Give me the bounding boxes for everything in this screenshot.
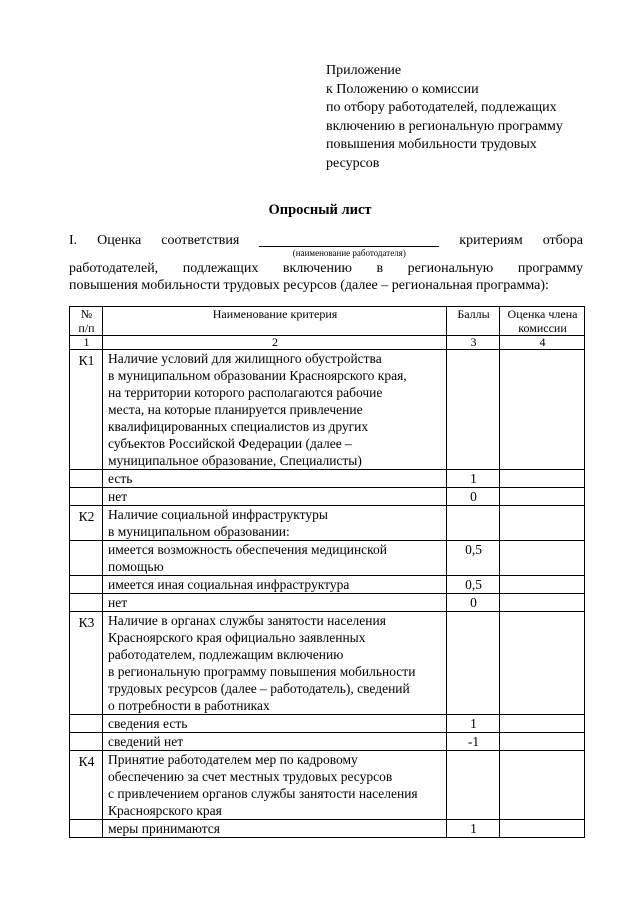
criterion-name: Наличие условий для жилищного обустройства в муниципальном образовании Красноярского края, на территории которого располагаются рабочие места, на которые планируется привлечение квалифицированных специалистов из других субъектов Российской Федерации (далее – муниципальное образование, Специалисты): [103, 350, 447, 470]
criterion-name: сведений нет: [103, 733, 447, 751]
appendix-block: [326, 62, 606, 174]
appendix-line: к Положению о комиссии: [326, 81, 479, 97]
appendix-line: ресурсов: [326, 155, 380, 171]
criterion-score: [447, 612, 500, 715]
index-cell: 1: [70, 336, 103, 350]
criterion-number: К1: [70, 350, 103, 470]
employer-name-blank[interactable]: [259, 232, 439, 247]
intro-word: Оценка: [97, 233, 142, 248]
section-number: I.: [69, 233, 78, 248]
intro-paragraph: [69, 232, 583, 294]
member-evaluation-cell[interactable]: [500, 594, 585, 612]
header-num: № п/п: [70, 307, 103, 336]
criterion-name: Наличие в органах службы занятости населения Красноярского края официально заявленных работодателем, подлежащим включению в региональную программу повышения мобильности трудовых ресурсов (далее – работодатель), сведений о потребности в работниках: [103, 612, 447, 715]
table-row: [70, 820, 585, 838]
criterion-number: [70, 733, 103, 751]
criterion-number: [70, 488, 103, 506]
criterion-name: имеется возможность обеспечения медицинской помощью: [103, 541, 447, 576]
criteria-table: [69, 306, 585, 838]
intro-word: соответствия: [161, 233, 240, 248]
criterion-score: 0: [447, 488, 500, 506]
criterion-score: [447, 751, 500, 820]
criterion-number: [70, 594, 103, 612]
table-row: [70, 576, 585, 594]
table-row: [70, 506, 585, 541]
intro-line-3: повышения мобильности трудовых ресурсов (далее – региональная программа):: [69, 278, 549, 293]
table-row: [70, 612, 585, 715]
criterion-number: [70, 470, 103, 488]
criterion-name: Принятие работодателем мер по кадровому обеспечению за счет местных трудовых ресурсов с привлечением органов службы занятости населения Красноярского края: [103, 751, 447, 820]
criterion-score: 1: [447, 820, 500, 838]
member-evaluation-cell[interactable]: [500, 350, 585, 470]
table-header-row: [70, 307, 585, 336]
criterion-name: Наличие социальной инфраструктуры в муниципальном образовании:: [103, 506, 447, 541]
criterion-score: 0: [447, 594, 500, 612]
member-evaluation-cell[interactable]: [500, 541, 585, 576]
criterion-score: [447, 350, 500, 470]
criterion-number: [70, 576, 103, 594]
document-title: Опросный лист: [268, 202, 372, 218]
appendix-line: повышения мобильности трудовых: [326, 137, 537, 153]
criterion-number: К2: [70, 506, 103, 541]
table-row: [70, 350, 585, 470]
member-evaluation-cell[interactable]: [500, 715, 585, 733]
member-evaluation-cell[interactable]: [500, 506, 585, 541]
criterion-score: 1: [447, 715, 500, 733]
member-evaluation-cell[interactable]: [500, 488, 585, 506]
criterion-number: К3: [70, 612, 103, 715]
criterion-number: [70, 715, 103, 733]
criterion-name: нет: [103, 488, 447, 506]
intro-line-2: работодателей, подлежащих включению в региональную программу: [69, 261, 583, 276]
appendix-line: включению в региональную программу: [326, 118, 563, 134]
index-cell: 3: [447, 336, 500, 350]
index-cell: 2: [103, 336, 447, 350]
criterion-number: [70, 541, 103, 576]
header-score: Баллы: [447, 307, 500, 336]
intro-line-1: [69, 232, 583, 260]
criterion-score: [447, 506, 500, 541]
table-row: [70, 594, 585, 612]
table-row: [70, 751, 585, 820]
table-row: [70, 541, 585, 576]
member-evaluation-cell[interactable]: [500, 751, 585, 820]
table-row: [70, 470, 585, 488]
table-index-row: [70, 336, 585, 350]
header-name: Наименование критерия: [103, 307, 447, 336]
intro-word: критериям: [459, 233, 523, 248]
table-row: [70, 488, 585, 506]
criterion-name: меры принимаются: [103, 820, 447, 838]
table-row: [70, 715, 585, 733]
criterion-name: нет: [103, 594, 447, 612]
member-evaluation-cell[interactable]: [500, 612, 585, 715]
header-eval: Оценка члена комиссии: [500, 307, 585, 336]
member-evaluation-cell[interactable]: [500, 733, 585, 751]
criteria-rows: [70, 350, 585, 838]
employer-name-caption: (наименование работодателя): [292, 248, 406, 258]
member-evaluation-cell[interactable]: [500, 820, 585, 838]
criterion-name: имеется иная социальная инфраструктура: [103, 576, 447, 594]
criterion-number: [70, 820, 103, 838]
intro-word: отбора: [542, 233, 583, 248]
criterion-number: К4: [70, 751, 103, 820]
criterion-score: 0,5: [447, 576, 500, 594]
employer-name-field[interactable]: [259, 232, 439, 259]
criterion-name: сведения есть: [103, 715, 447, 733]
table-row: [70, 733, 585, 751]
criterion-score: -1: [447, 733, 500, 751]
criterion-name: есть: [103, 470, 447, 488]
member-evaluation-cell[interactable]: [500, 470, 585, 488]
appendix-line: по отбору работодателей, подлежащих: [326, 100, 557, 116]
member-evaluation-cell[interactable]: [500, 576, 585, 594]
criterion-score: 1: [447, 470, 500, 488]
index-cell: 4: [500, 336, 585, 350]
criterion-score: 0,5: [447, 541, 500, 576]
appendix-line: Приложение: [326, 63, 402, 78]
